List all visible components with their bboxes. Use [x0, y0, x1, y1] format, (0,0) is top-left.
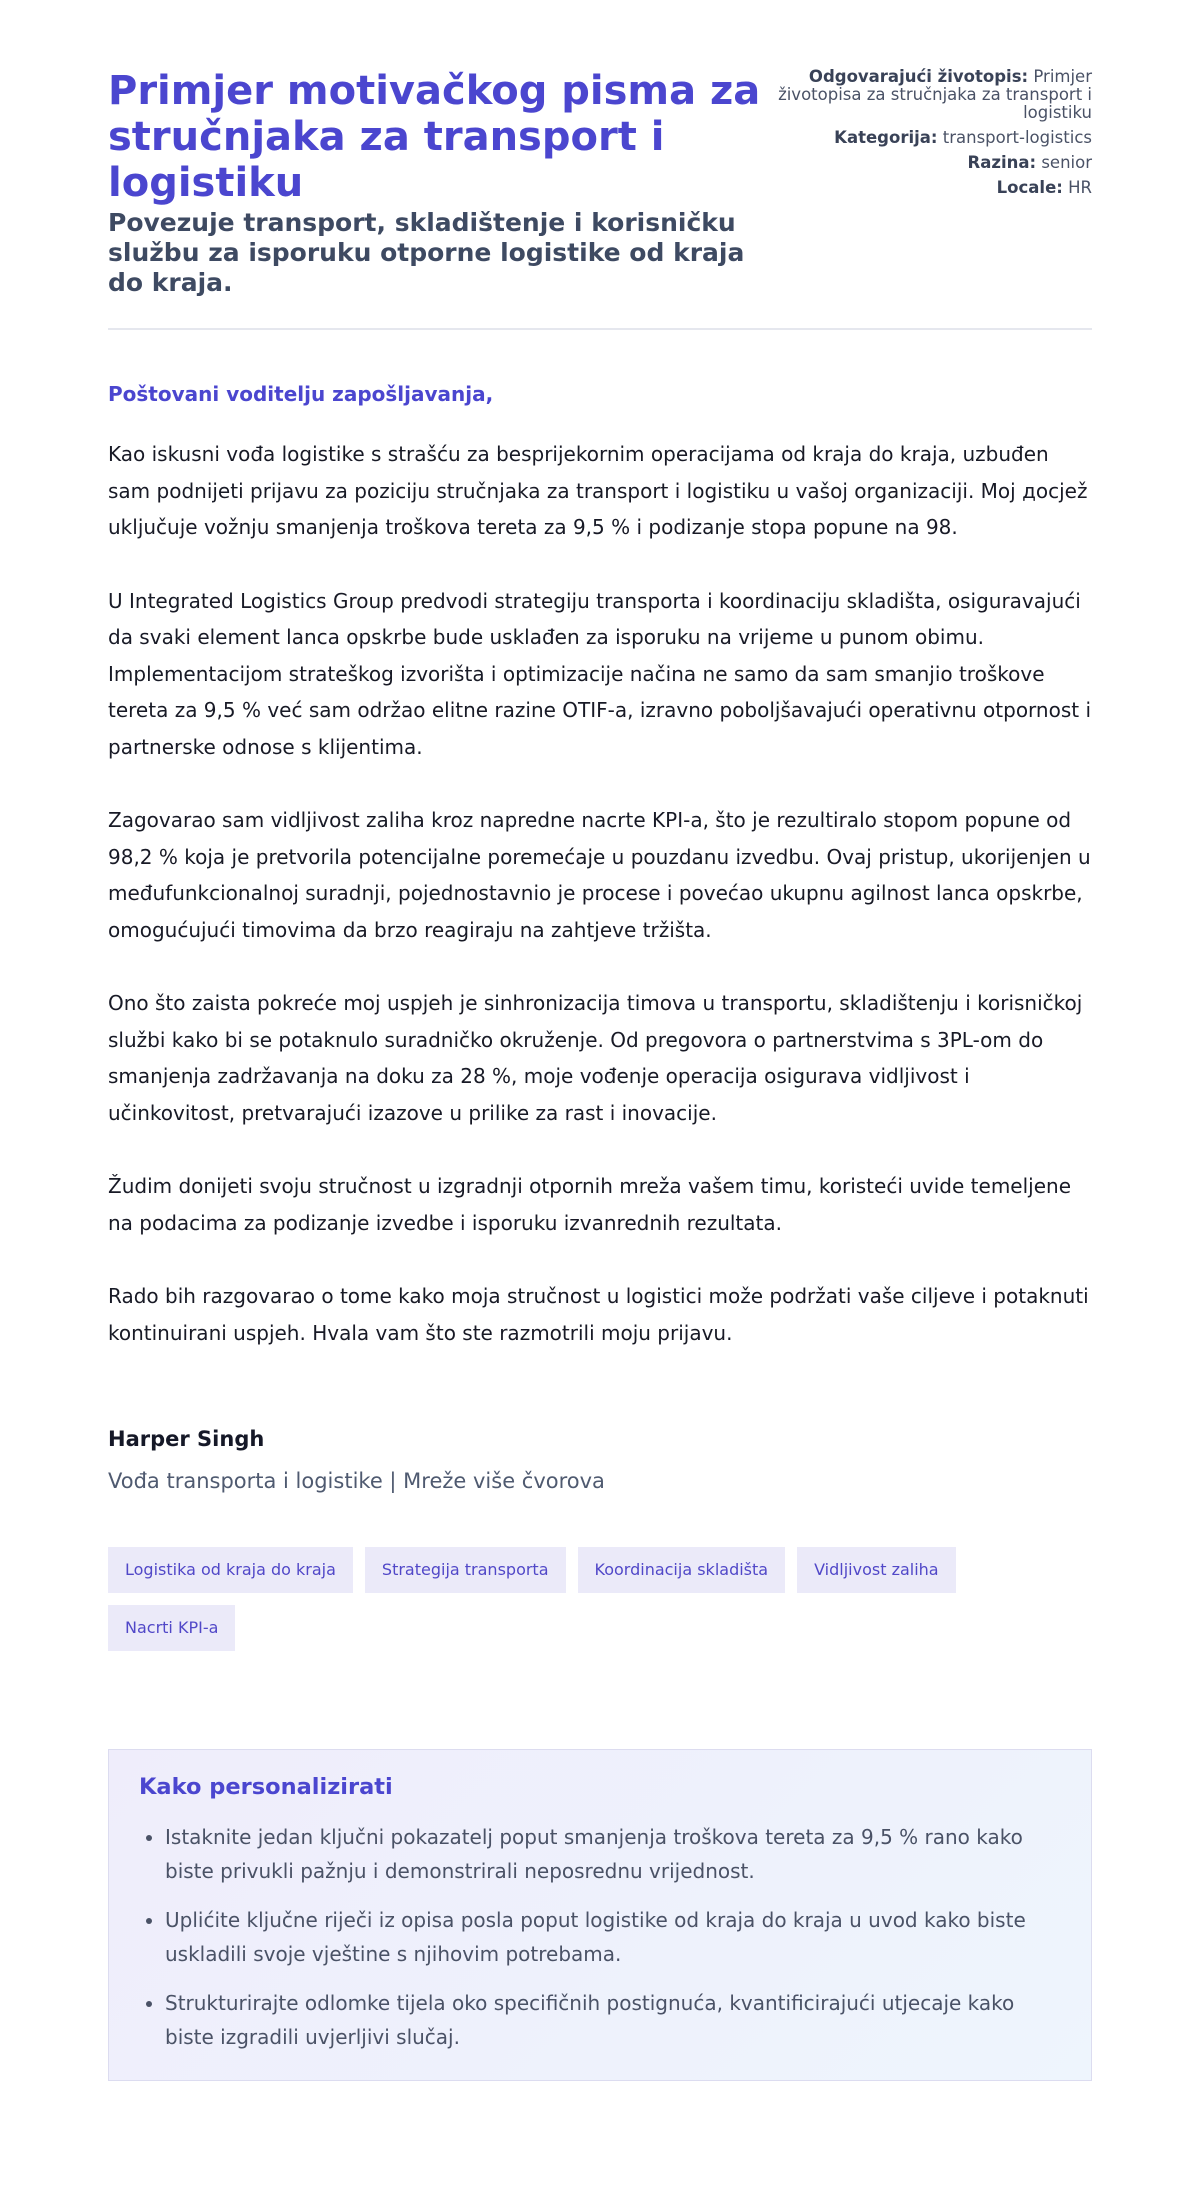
signature-title: Vođa transporta i logistike | Mreže više čvorova [108, 1469, 605, 1493]
letter-paragraph: Rado bih razgovarao o tome kako moja stručnost u logistici može podržati vaše ciljeve i potaknuti kontinuirani uspjeh. Hvala vam što ste razmotrili moju prijavu. [108, 1284, 1089, 1345]
tip-item: • Uplićite ključne riječi iz opisa posla poput logistike od kraja do kraja u uvod kako biste uskladili svoje vještine s njihovim potrebama. [165, 1903, 1061, 1971]
meta-category-label: Kategorija: [834, 128, 938, 147]
meta-level [772, 154, 1092, 172]
letter-paragraph: Ono što zaista pokreće moj uspjeh je sinhronizacija timova u transportu, skladištenju i korisničkoj službi kako bi se potaknulo suradničko okruženje. Od pregovora o partnerstvima s 3PL-om do smanjenja zadržavanja na doku za 28 %, moje vođenje operacija osigurava vidljivost i učinkovitost, pretvarajući izazove u prilike za rast i inovacije. [108, 991, 1083, 1125]
page-subtitle: Povezuje transport, skladištenje i korisničku službu za isporuku otporne logistike od kraja do kraja. [108, 208, 745, 297]
meta-level-label: Razina: [967, 153, 1037, 172]
tips-list [139, 1820, 1061, 2054]
skill-tag: Strategija transporta [365, 1547, 566, 1593]
meta-resume-label: Odgovarajući životopis: [808, 67, 1029, 86]
meta-resume [772, 68, 1092, 122]
meta-panel [772, 68, 1092, 204]
letter-paragraph: Kao iskusni vođa logistike s strašću za besprijekornim operacijama od kraja do kraja, uzbuđen sam podnijeti prijavu za poziciju stručnjaka za transport i logistiku u vašoj organizaciji. Moj досjež uključuje vožnju smanjenja troškova tereta za 9,5 % i podizanje stopa popune na 98. [108, 442, 1088, 539]
meta-category-value: transport-logistics [942, 128, 1092, 147]
page-header [108, 68, 1092, 330]
meta-locale [772, 179, 1092, 197]
personalization-tips [108, 1749, 1092, 2081]
meta-category [772, 129, 1092, 147]
page-title: Primjer motivačkog pisma za stručnjaka za transport i logistiku [108, 68, 761, 206]
letter-paragraph: U Integrated Logistics Group predvodi strategiju transporta i koordinaciju skladišta, osiguravajući da svaki element lanca opskrbe bude usklađen za isporuku na vrijeme u punom obimu. Implementacijom strateškog izvorišta i optimizacije načina ne samo da sam smanjio troškove tereta za 9,5 % već sam održao elitne razine OTIF-a, izravno poboljšavajući operativnu otpornost i partnerske odnose s klijentima. [108, 588, 1092, 759]
signature-name: Harper Singh [108, 1427, 265, 1451]
meta-resume-value: Primjer životopisa za stručnjaka za transport i logistiku [778, 67, 1092, 122]
skill-tags [108, 1547, 1048, 1651]
skill-tag: Vidljivost zaliha [797, 1547, 956, 1593]
letter-body [108, 436, 1092, 1351]
skill-tag: Koordinacija skladišta [578, 1547, 786, 1593]
tip-item: • Istaknite jedan ključni pokazatelj poput smanjenja troškova tereta za 9,5 % rano kako biste privukli pažnju i demonstrirali neposrednu vrijednost. [165, 1820, 1061, 1888]
letter-paragraph: Žudim donijeti svoju stručnost u izgradnji otpornih mreža vašem timu, koristeći uvide temeljene na podacima za podizanje izvedbe i isporuku izvanrednih rezultata. [108, 1174, 1071, 1235]
signature-block [108, 1425, 1092, 1495]
meta-level-value: senior [1041, 153, 1092, 172]
title-block [108, 68, 768, 298]
meta-locale-label: Locale: [996, 178, 1063, 197]
letter-paragraph: Zagovarao sam vidljivost zaliha kroz napredne nacrte KPI-a, što je rezultiralo stopom popune od 98,2 % koja je pretvorila potencijalne poremećaje u pouzdanu izvedbu. Ovaj pristup, ukorijenjen u međufunkcionalnoj suradnji, pojednostavnio je procese i povećao ukupnu agilnost lanca opskrbe, omogućujući timovima da brzo reagiraju na zahtjeve tržišta. [108, 808, 1091, 942]
meta-locale-value: HR [1068, 178, 1092, 197]
tips-title: Kako personalizirati [139, 1774, 393, 1800]
tip-item: • Strukturirajte odlomke tijela oko specifičnih postignuća, kvantificirajući utjecaje kako biste izgradili uvjerljivi slučaj. [165, 1986, 1061, 2054]
salutation: Poštovani voditelju zapošljavanja, [108, 382, 494, 406]
skill-tag: Logistika od kraja do kraja [108, 1547, 353, 1593]
skill-tag: Nacrti KPI-a [108, 1605, 235, 1651]
